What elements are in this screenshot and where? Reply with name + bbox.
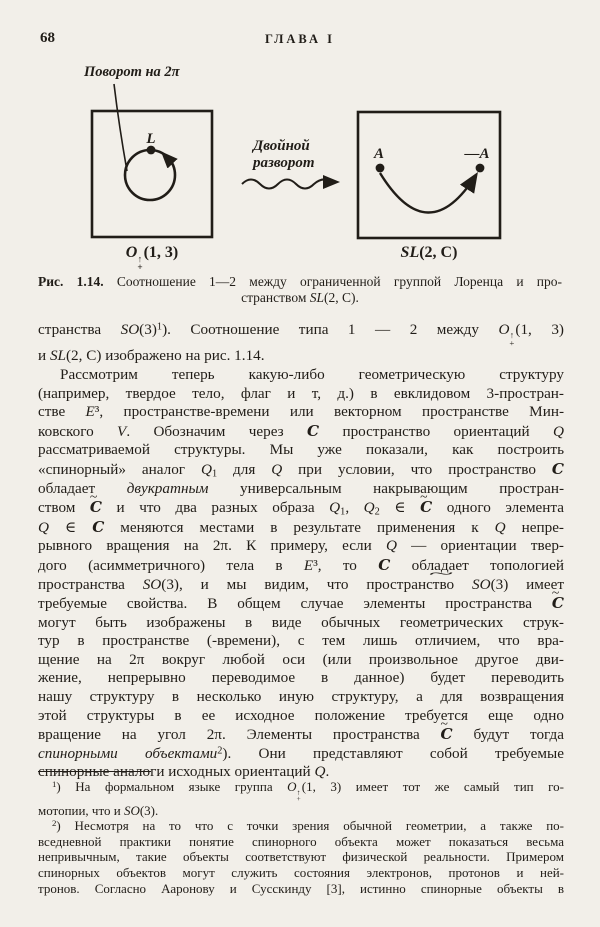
caption-line-1: Рис. 1.14. Соотношение 1—2 между ограниченной группой Лоренца и про- [38, 274, 562, 289]
text-line: пространства SO(3), и мы видим, что пространство ~ SO(3) имеет [38, 576, 564, 595]
double-wrap-label-line2: разворот [253, 155, 315, 171]
point-A-dot [376, 164, 385, 173]
text-line: вседневной практики понятие спинорного объекта может показаться весьма [38, 833, 564, 849]
text-line: непривычным, такие объекты соответствуют физической реальности. Примером [38, 849, 564, 865]
text-line: тронов. Согласно Ааронову и Сусскинду [3], истинно спинорные объекты в [38, 880, 564, 896]
text-line: мотопии, что и SO(3). [38, 802, 159, 818]
right-frame [358, 112, 500, 238]
running-head: ГЛАВА I [265, 32, 335, 46]
text-line: Q ∈ C меняются местами в результате применения к Q непре- [38, 517, 564, 536]
text-line: $^2$) Несмотря на то что с точки зрения обычной геометрии, а также по- [52, 818, 564, 834]
page-number: 68 [40, 30, 55, 46]
left-group-label: O ↑ + (1, 3) [125, 244, 179, 273]
text-line: нашу структуру в несколько иную структуру, а для возвращения [38, 688, 564, 706]
rotation-label: Поворот на 2π [84, 64, 180, 80]
wavy-arrow [242, 179, 337, 188]
left-frame [92, 111, 212, 237]
text-line: спинорных объектов могут служить состояния электронов, протонов и ней- [38, 864, 564, 880]
text-line: дого (асимметричного) тела в E³, то C обладает топологией [38, 555, 564, 574]
point-negA-dot [476, 164, 485, 173]
text-line: обладает двукратным универсальным накрывающим простран- [38, 479, 565, 497]
double-wrap-label-line1: Двойной [253, 138, 310, 154]
text-line: требуемые свойства. В общем случае элементы пространства ~ C [38, 594, 564, 614]
figure-caption [38, 274, 562, 305]
text-line: этой структуры в ее исходное положение требуется еще одно [38, 706, 564, 724]
text-line: ковского V. Обозначим через C пространство ориентаций Q [38, 421, 565, 440]
text-line: спинорными объектами$^2$). Они представляют собой требуемые [38, 744, 564, 762]
text-line: стве E³, пространстве-времени или векторном пространстве Мин- [38, 403, 565, 421]
footnotes [38, 779, 564, 896]
point-L-label: L [146, 131, 156, 147]
leader-line [114, 84, 127, 171]
double-wrap-label [253, 138, 315, 172]
text-line: жение, непрерывно переводимое в данное) будет переводить [38, 669, 564, 687]
right-group-label: SL(2, C) [400, 244, 458, 261]
text-line: рассматриваемой структуры. Мы уже показали, как построить [38, 441, 564, 459]
text-line: $^1$) На формальном языке группа O ↑ + (1, 3) имеет тот же самый тип го- [52, 779, 565, 804]
text-line: рывного вращения на 2π. К примеру, если Q — ориентации твер- [38, 537, 564, 555]
caption-line-2: странством SL(2, C). [241, 289, 359, 305]
text-line: странства $SO(3)^1$). Соотношение типа 1 — 2 между O ↑ + (1, 3) [38, 321, 564, 348]
text-line: Рассмотрим теперь какую-либо геометрическую структуру [60, 365, 564, 383]
text-line: тур в пространстве (-времени), с тем лишь отличием, что вра- [38, 632, 564, 650]
text-line: «спинорный» аналог $Q_1$ для Q при условии, что пространство C [38, 459, 564, 480]
point-A-label: A [373, 146, 385, 162]
point-negA-label: —A [464, 146, 490, 162]
text-line: спинорные аналоги исходных ориентаций Q. [38, 763, 330, 781]
footnote-rule [38, 771, 151, 772]
connecting-arc [380, 173, 476, 213]
text-line: ством ~ C и что два разных образа $Q_1$, $Q_2$ ∈ ~ C одного элемента [38, 498, 564, 518]
text-line: и SL(2, C) изображено на рис. 1.14. [38, 347, 265, 365]
text-line: могут быть изображены в виде обычных геометрических струк- [38, 613, 564, 631]
figure-1-14 [30, 58, 570, 273]
text-line: вращение на угол 2π. Элементы пространства ~ C будут тогда [38, 725, 564, 745]
text-line: (например, твердое тело, флаг и т, д.) в евклидовом 3-простран- [38, 384, 564, 402]
body-text [38, 321, 564, 782]
text-line: щение на 2π вокруг любой оси (или произвольное другое дви- [38, 650, 564, 668]
